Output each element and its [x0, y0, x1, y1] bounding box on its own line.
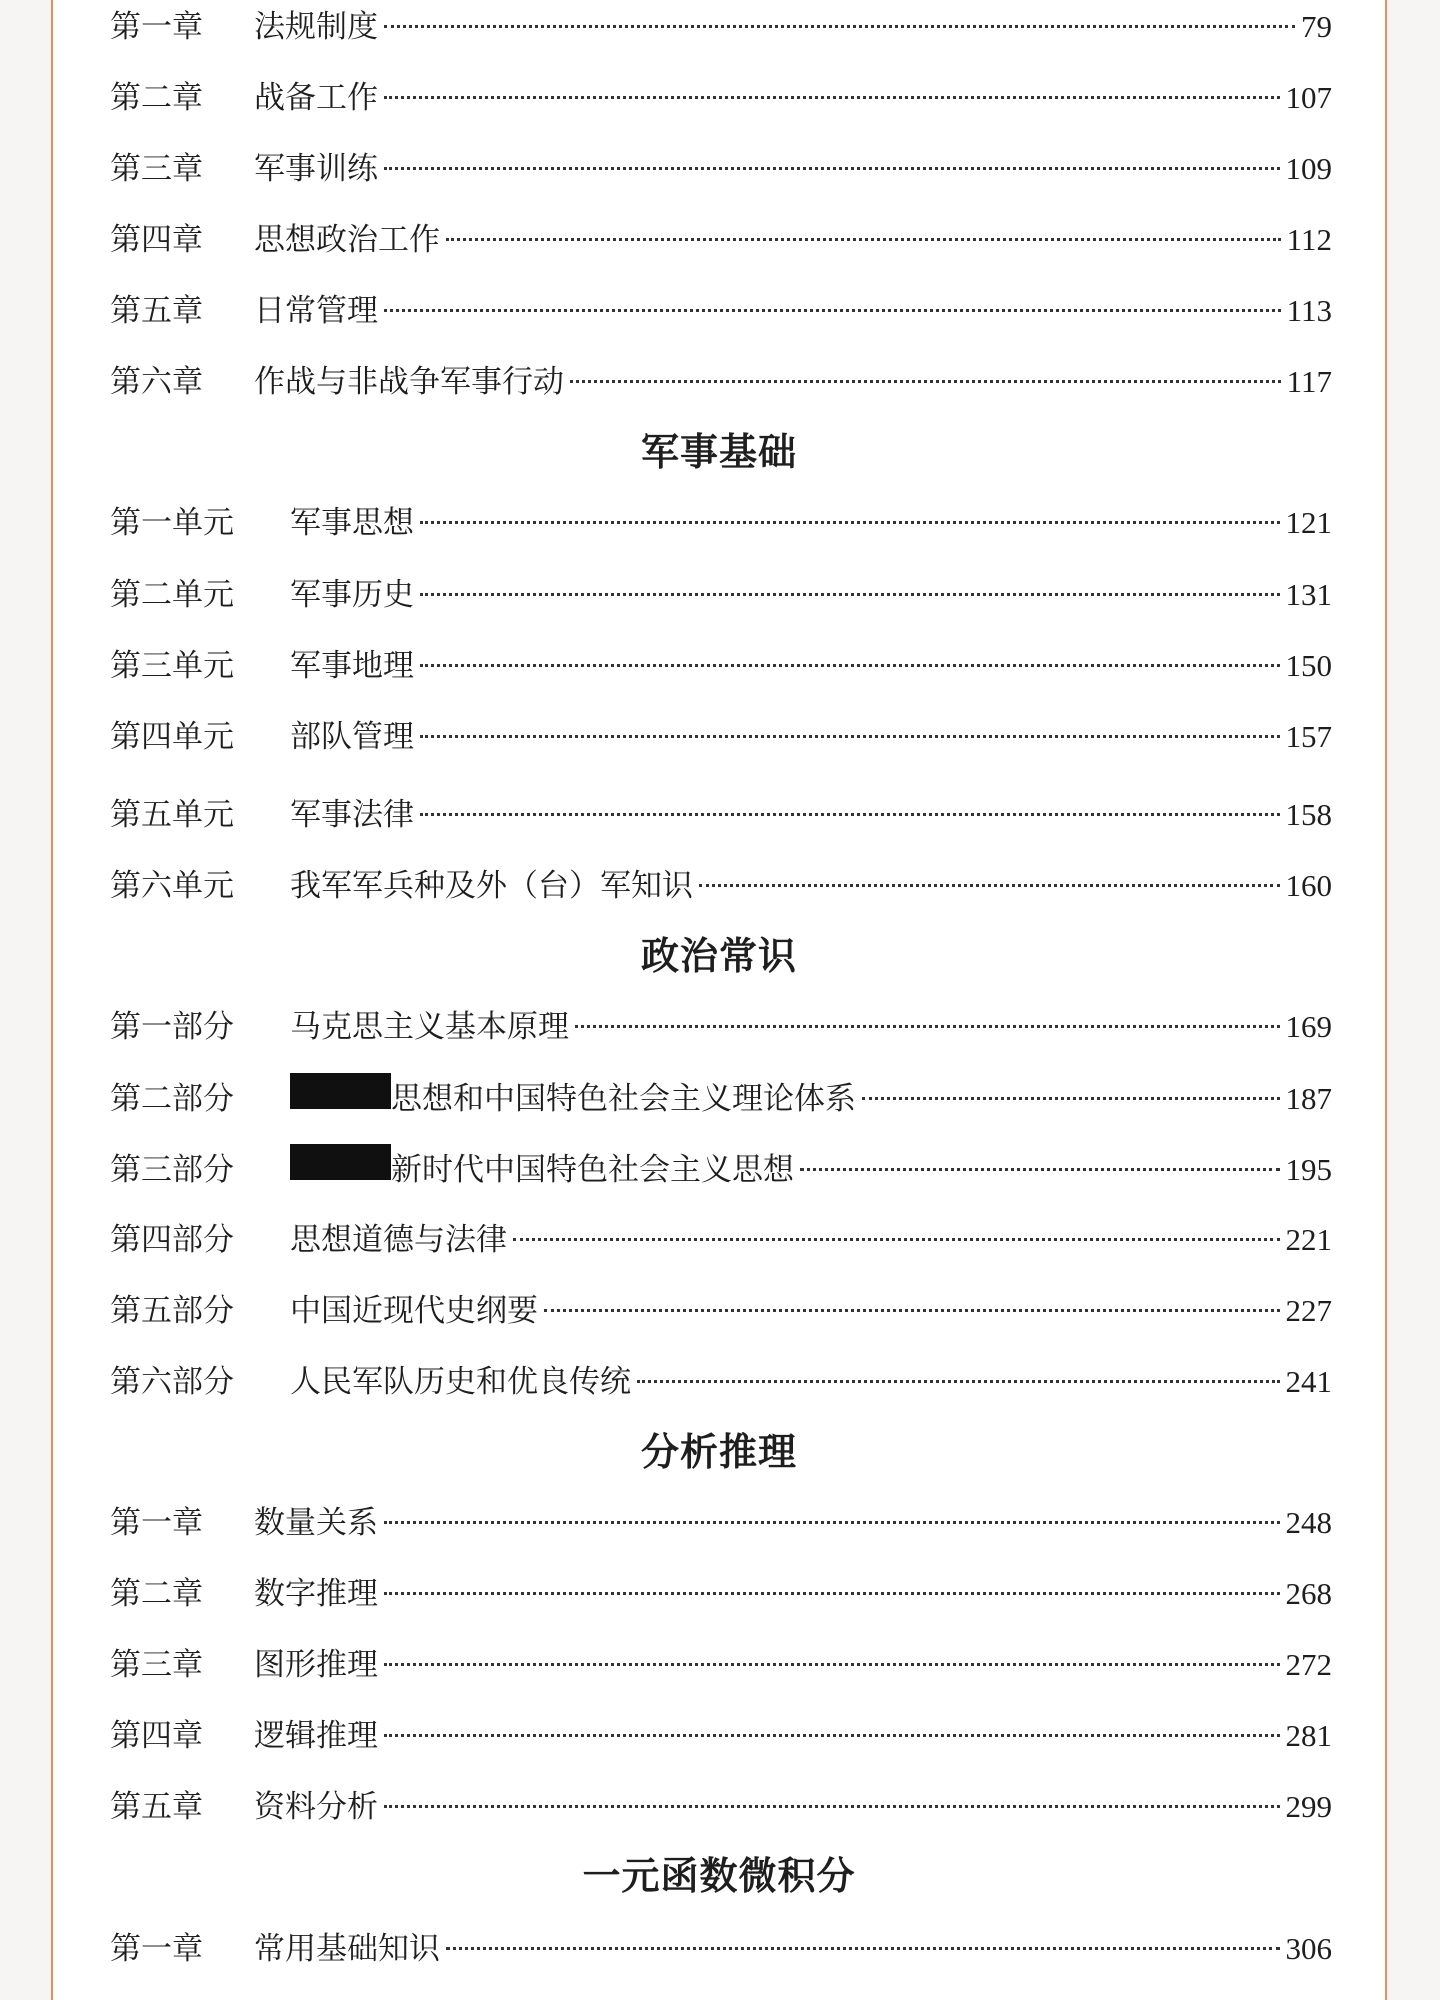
toc-entry[interactable] [110, 1357, 1332, 1407]
chapter-label: 第三章 [110, 151, 203, 187]
chapter-title: 法规制度 [254, 9, 378, 45]
chapter-title: 军事历史 [290, 577, 414, 613]
chapter-label: 第二部分 [110, 1081, 234, 1117]
chapter-title: 思想道德与法律 [290, 1222, 507, 1258]
chapter-title: 思想政治工作 [254, 222, 440, 258]
chapter-label: 第六章 [110, 364, 203, 400]
page-number: 299 [1285, 1789, 1332, 1824]
page-number: 112 [1286, 222, 1332, 257]
page-number: 281 [1285, 1718, 1332, 1753]
chapter-label: 第四章 [110, 222, 203, 258]
page-number: 117 [1286, 364, 1332, 399]
dot-leader [570, 380, 1281, 383]
chapter-label: 第二章 [110, 1576, 203, 1612]
toc-entry[interactable] [110, 570, 1332, 620]
chapter-label: 第三部分 [110, 1152, 234, 1188]
chapter-label: 第一章 [110, 9, 203, 45]
page-number: 241 [1285, 1364, 1332, 1399]
page-number: 107 [1285, 80, 1332, 115]
chapter-label: 第五章 [110, 1789, 203, 1825]
chapter-label: 第四章 [110, 1718, 203, 1754]
dot-leader [384, 167, 1280, 170]
toc-entry[interactable] [110, 790, 1332, 840]
dot-leader [446, 238, 1281, 241]
chapter-label: 第一部分 [110, 1009, 234, 1045]
dot-leader [384, 1592, 1280, 1595]
toc-entry[interactable] [110, 1286, 1332, 1336]
dot-leader [699, 884, 1280, 887]
dot-leader [862, 1097, 1280, 1100]
toc-entry[interactable] [110, 286, 1332, 336]
chapter-label: 第五章 [110, 293, 203, 329]
page-number: 121 [1285, 505, 1332, 540]
page-number: 268 [1285, 1576, 1332, 1611]
toc-entry[interactable] [110, 144, 1332, 194]
toc-entry[interactable] [110, 498, 1332, 548]
toc-entry[interactable] [110, 73, 1332, 123]
toc-entry[interactable] [110, 1215, 1332, 1265]
chapter-title: 人民军队历史和优良传统 [290, 1364, 631, 1400]
chapter-title: 我军军兵种及外（台）军知识 [290, 868, 693, 904]
page-number: 169 [1285, 1009, 1332, 1044]
section-heading: 一元函数微积分 [582, 1853, 856, 1898]
chapter-title: 作战与非战争军事行动 [254, 364, 564, 400]
dot-leader [384, 1734, 1280, 1737]
dot-leader [800, 1168, 1280, 1171]
toc-entry[interactable] [110, 1002, 1332, 1052]
chapter-title: 新时代中国特色社会主义思想 [391, 1152, 794, 1188]
page-number: 157 [1285, 719, 1332, 754]
chapter-label: 第六部分 [110, 1364, 234, 1400]
chapter-label: 第六单元 [110, 868, 234, 904]
chapter-title: 军事思想 [290, 505, 414, 541]
section-heading: 分析推理 [640, 1429, 797, 1474]
page-number: 272 [1285, 1647, 1332, 1682]
page-number: 131 [1285, 577, 1332, 612]
chapter-label: 第三单元 [110, 648, 234, 684]
dot-leader [420, 521, 1280, 524]
chapter-label: 第二章 [110, 80, 203, 116]
chapter-label: 第二单元 [110, 577, 234, 613]
page-number: 187 [1285, 1081, 1332, 1116]
chapter-title: 图形推理 [254, 1647, 378, 1683]
section-heading: 军事基础 [640, 429, 797, 474]
toc-entry[interactable] [110, 1569, 1332, 1619]
dot-leader [420, 593, 1280, 596]
toc-entry[interactable] [110, 1498, 1332, 1548]
chapter-title: 思想和中国特色社会主义理论体系 [391, 1081, 856, 1117]
dot-leader [637, 1380, 1280, 1383]
chapter-label: 第三章 [110, 1647, 203, 1683]
page-number: 227 [1285, 1293, 1332, 1328]
section-heading: 政治常识 [640, 933, 797, 978]
chapter-title: 逻辑推理 [254, 1718, 378, 1754]
page-number: 158 [1285, 797, 1332, 832]
dot-leader [544, 1309, 1280, 1312]
page-number: 79 [1301, 9, 1332, 44]
toc-entry[interactable] [110, 1640, 1332, 1690]
dot-leader [384, 96, 1280, 99]
chapter-title: 数量关系 [254, 1505, 378, 1541]
page-number: 113 [1286, 293, 1332, 328]
chapter-title: 数字推理 [254, 1576, 378, 1612]
dot-leader [384, 25, 1295, 28]
toc-entry[interactable] [110, 1924, 1332, 1974]
redaction-block [290, 1144, 391, 1180]
toc-entry[interactable] [110, 641, 1332, 691]
chapter-label: 第一章 [110, 1931, 203, 1967]
dot-leader [446, 1947, 1280, 1950]
chapter-title: 部队管理 [290, 719, 414, 755]
dot-leader [575, 1025, 1280, 1028]
chapter-title: 军事训练 [254, 151, 378, 187]
toc-entry[interactable] [110, 357, 1332, 407]
page-number: 248 [1285, 1505, 1332, 1540]
chapter-title: 军事法律 [290, 797, 414, 833]
toc-entry[interactable] [110, 1782, 1332, 1832]
page-number: 221 [1285, 1222, 1332, 1257]
toc-entry[interactable] [110, 712, 1332, 762]
toc-entry[interactable] [110, 1144, 1332, 1194]
page-number: 160 [1285, 868, 1332, 903]
chapter-label: 第四部分 [110, 1222, 234, 1258]
toc-entry[interactable] [110, 861, 1332, 911]
chapter-label: 第五部分 [110, 1293, 234, 1329]
chapter-title: 战备工作 [254, 80, 378, 116]
chapter-label: 第四单元 [110, 719, 234, 755]
dot-leader [420, 664, 1280, 667]
chapter-title: 资料分析 [254, 1789, 378, 1825]
dot-leader [513, 1238, 1280, 1241]
page-number: 195 [1285, 1152, 1332, 1187]
page-number: 109 [1285, 151, 1332, 186]
toc-entry[interactable] [110, 1711, 1332, 1761]
toc-entry[interactable] [110, 215, 1332, 265]
chapter-label: 第一章 [110, 1505, 203, 1541]
chapter-title: 日常管理 [254, 293, 378, 329]
dot-leader [420, 735, 1280, 738]
chapter-title: 中国近现代史纲要 [290, 1293, 538, 1329]
dot-leader [384, 1663, 1280, 1666]
dot-leader [384, 1805, 1280, 1808]
chapter-title: 马克思主义基本原理 [290, 1009, 569, 1045]
redaction-block [290, 1073, 391, 1109]
dot-leader [420, 813, 1280, 816]
toc-entry[interactable] [110, 1073, 1332, 1123]
page-number: 306 [1285, 1931, 1332, 1966]
dot-leader [384, 1521, 1280, 1524]
chapter-title: 军事地理 [290, 648, 414, 684]
dot-leader [384, 309, 1281, 312]
toc-entry[interactable] [110, 2, 1332, 52]
page-number: 150 [1285, 648, 1332, 683]
chapter-title: 常用基础知识 [254, 1931, 440, 1967]
chapter-label: 第五单元 [110, 797, 234, 833]
chapter-label: 第一单元 [110, 505, 234, 541]
